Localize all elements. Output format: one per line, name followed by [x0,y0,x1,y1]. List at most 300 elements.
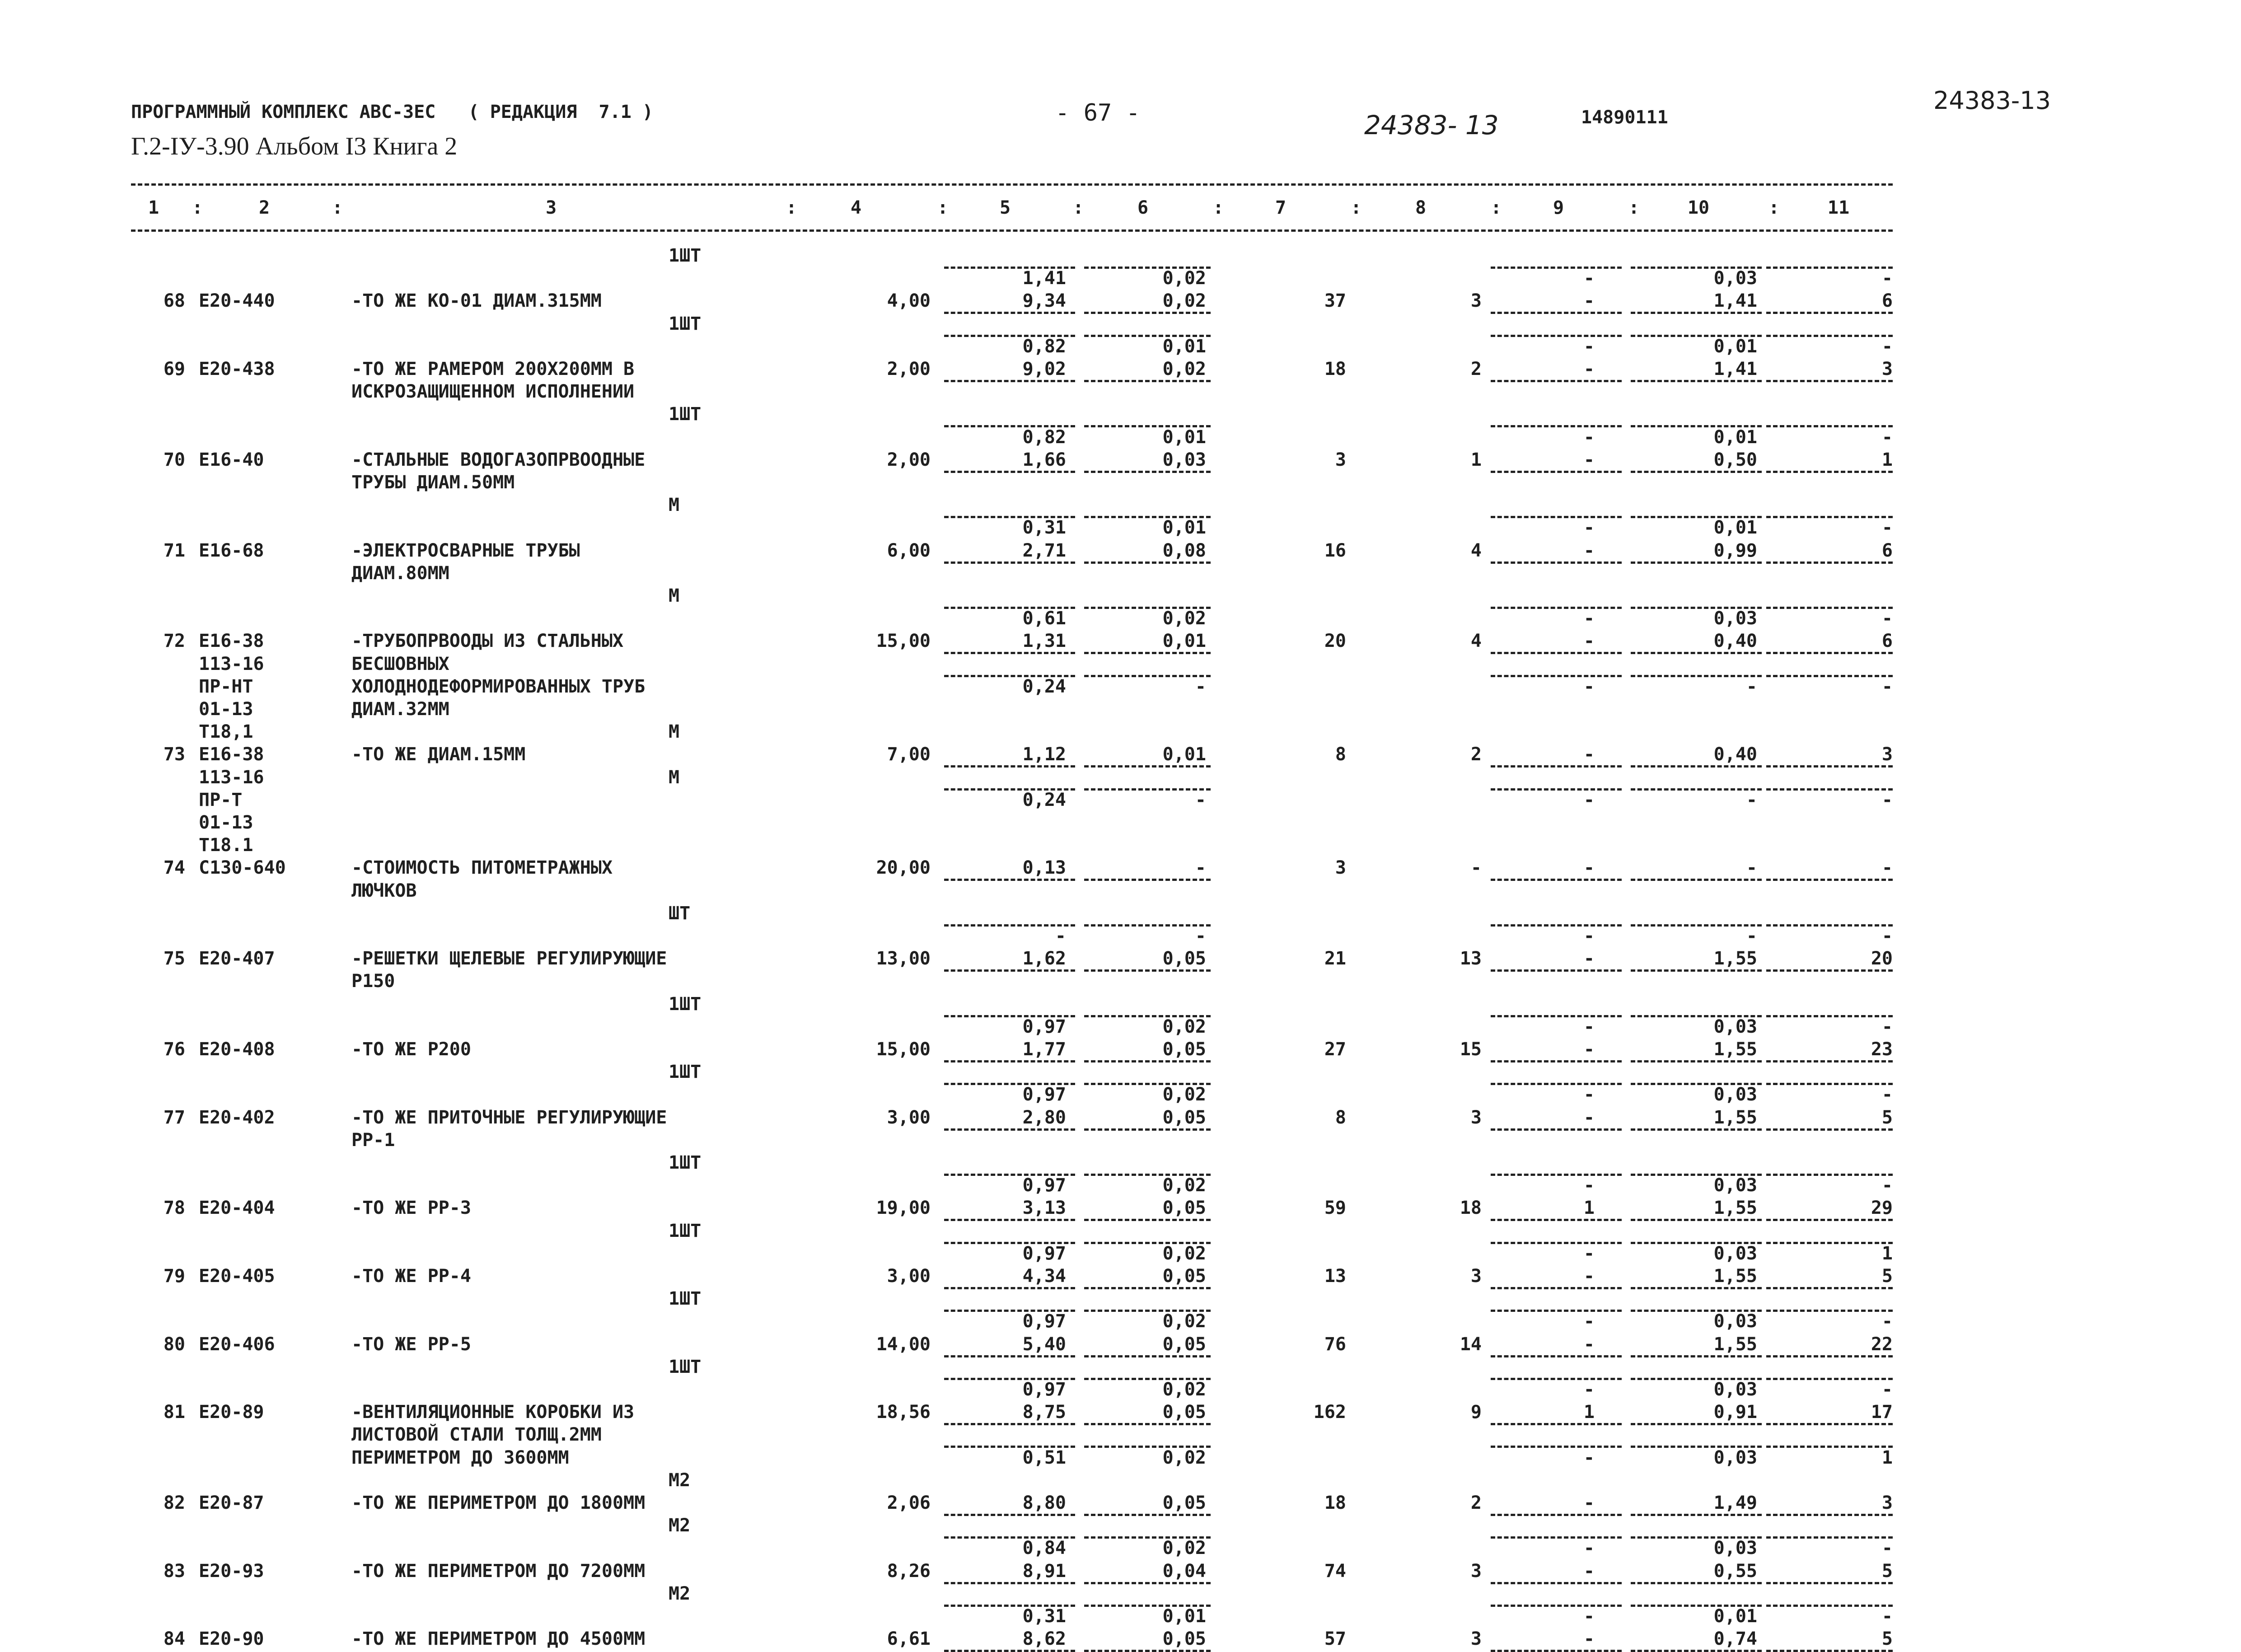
cell-col-11: - [1881,1084,1893,1105]
cell-col-9: - [1583,268,1595,289]
dashed-separator [944,1605,1075,1607]
cell-col-9: - [1583,359,1595,379]
dashed-separator [1766,1536,1893,1539]
dashed-separator [1766,879,1893,881]
cell-col-10: 1,41 [1713,290,1757,312]
cell-col-1: 68 [163,290,185,312]
cell-col-7: 8 [1335,1107,1346,1128]
cell-col-5: 0,97 [1022,1016,1066,1037]
dashed-separator [1766,380,1893,382]
cell-col-8: 3 [1470,1629,1482,1650]
cell-col-2: Т18,1 [199,721,253,743]
cell-col-11: - [1881,1538,1893,1559]
dashed-separator [1084,471,1211,473]
cell-col-5: 3,13 [1022,1198,1066,1219]
cell-col-9: - [1583,1493,1595,1513]
cell-col-3: ИСКРОЗАЩИЩЕННОМ ИСПОЛНЕНИИ [351,381,635,402]
cell-col-7: 8 [1335,744,1346,765]
dashed-separator [1766,335,1893,337]
cell-col-8: 18 [1460,1198,1482,1219]
dashed-separator [944,380,1075,382]
cell-col-8: 2 [1470,1493,1482,1513]
cell-col-6: - [1195,857,1206,879]
cell-col-5: 0,13 [1022,857,1066,879]
cell-col-8: 3 [1470,1560,1482,1582]
cell-col-11: 1 [1881,1447,1893,1468]
cell-col-1: 82 [163,1493,185,1513]
cell-col-3: -ВЕНТИЛЯЦИОННЫЕ КОРОБКИ ИЗ [351,1402,635,1423]
cell-col-6: 0,05 [1162,1107,1206,1128]
cell-col-3: 1ШТ [669,1220,702,1241]
cell-col-8: 2 [1470,359,1482,379]
dashed-separator [1084,1060,1211,1062]
dashed-separator [1491,1310,1622,1312]
cell-col-3: 1ШТ [669,993,702,1015]
cell-col-1: 78 [163,1198,185,1219]
cell-col-2: Е16-68 [199,540,264,561]
cell-col-3: М2 [669,1469,691,1491]
cell-col-9: - [1583,631,1595,652]
cell-col-2: Е16-38 [199,631,264,652]
cell-col-4: 20,00 [876,857,931,879]
cell-col-5: 0,97 [1022,1084,1066,1105]
cell-col-10: 0,03 [1713,1175,1757,1196]
cell-col-6: 0,02 [1162,1084,1206,1105]
cell-col-1: 71 [163,540,185,561]
dashed-separator [1491,1650,1622,1652]
dashed-separator [1766,969,1893,972]
column-header-10: 10 [1687,197,1710,218]
dashed-separator [1766,924,1893,927]
cell-col-6: 0,02 [1162,1175,1206,1196]
cell-col-11: - [1881,926,1893,946]
cell-col-1: 77 [163,1107,185,1128]
dashed-separator [1491,1605,1622,1607]
cell-col-9: - [1583,1606,1595,1627]
dashed-separator [1631,675,1762,677]
dashed-separator [1084,1514,1211,1516]
cell-col-3: -ТРУБОПРВООДЫ ИЗ СТАЛЬНЫХ [351,631,624,652]
cell-col-2: Е16-40 [199,449,264,470]
cell-col-3: М [669,585,680,606]
cell-col-10: 0,03 [1713,1379,1757,1400]
cell-col-11: 3 [1881,359,1893,379]
cell-col-3: 1ШТ [669,404,702,425]
cell-col-9: - [1583,926,1595,946]
dashed-separator [1766,267,1893,269]
dashed-separator [944,1355,1075,1357]
cell-col-5: 0,24 [1022,789,1066,810]
cell-col-7: 13 [1324,1266,1346,1287]
cell-col-10: 0,91 [1713,1402,1757,1423]
dashed-separator [1084,765,1211,768]
cell-col-11: 1 [1881,449,1893,470]
document-code: 14890111 [1581,107,1668,128]
cell-col-3: -ТО ЖЕ РР-5 [351,1334,471,1355]
cell-col-11: - [1881,1379,1893,1400]
cell-col-9: - [1583,336,1595,357]
cell-col-1: 69 [163,359,185,379]
dashed-separator [1631,1423,1762,1425]
cell-col-7: 20 [1324,631,1346,652]
dashed-separator [944,652,1075,654]
cell-col-10: 1,55 [1713,948,1757,969]
dashed-separator [944,1219,1075,1221]
cell-col-5: 1,66 [1022,449,1066,470]
cell-col-3: ЛЮЧКОВ [351,880,417,901]
cell-col-5: 0,97 [1022,1175,1066,1196]
dashed-separator [1766,652,1893,654]
cell-col-3: -ТО ЖЕ ПЕРИМЕТРОМ ДО 1800ММ [351,1493,646,1513]
cell-col-2: Е16-38 [199,744,264,765]
dashed-separator [1491,1355,1622,1357]
cell-col-11: - [1881,1311,1893,1332]
cell-col-3: 1ШТ [669,1062,702,1083]
cell-col-4: 3,00 [887,1107,931,1128]
dashed-separator [1084,1287,1211,1289]
dashed-separator [1766,312,1893,314]
dashed-separator [1491,1582,1622,1584]
cell-col-5: 0,61 [1022,608,1066,629]
column-separator: : [1491,197,1502,218]
column-header-8: 8 [1415,197,1427,218]
dashed-separator [1084,1355,1211,1357]
cell-col-10: 0,03 [1713,1447,1757,1468]
cell-col-11: - [1881,336,1893,357]
cell-col-6: 0,01 [1162,1606,1206,1627]
cell-col-3: -ТО ЖЕ ПЕРИМЕТРОМ ДО 4500ММ [351,1629,646,1650]
cell-col-4: 2,00 [887,359,931,379]
cell-col-2: 01-13 [199,699,253,720]
cell-col-11: - [1881,608,1893,629]
column-separator: : [192,197,203,218]
cell-col-10: 0,01 [1713,517,1757,538]
cell-col-4: 13,00 [876,948,931,969]
cell-col-10: 0,03 [1713,1538,1757,1559]
cell-col-3: ДИАМ.32ММ [351,699,449,720]
dashed-separator [1084,1605,1211,1607]
cell-col-3: -СТОИМОСТЬ ПИТОМЕТРАЖНЫХ [351,857,613,879]
cell-col-9: - [1583,1560,1595,1582]
cell-col-6: 0,02 [1162,1243,1206,1264]
cell-col-6: 0,02 [1162,1379,1206,1400]
dashed-separator [1491,788,1622,791]
cell-col-3: Р150 [351,971,395,992]
cell-col-8: 1 [1470,449,1482,470]
cell-col-6: 0,03 [1162,449,1206,470]
dashed-separator [1084,562,1211,564]
cell-col-6: - [1195,676,1206,697]
column-header-1: 1 [148,197,159,218]
document-number-handwritten: 24383- 13 [1364,110,1499,140]
corner-number-handwritten: 24383-13 [1933,86,2051,115]
cell-col-10: 0,01 [1713,336,1757,357]
cell-col-10: 0,01 [1713,1606,1757,1627]
cell-col-7: 27 [1324,1039,1346,1060]
dashed-separator [1631,562,1762,564]
dashed-separator [1631,1355,1762,1357]
cell-col-3: ДИАМ.80ММ [351,562,449,584]
cell-col-11: - [1881,676,1893,697]
cell-col-8: 9 [1470,1402,1482,1423]
cell-col-4: 2,00 [887,449,931,470]
cell-col-10: - [1746,857,1757,879]
dashed-separator [1631,1605,1762,1607]
dashed-separator [1491,879,1622,881]
dashed-separator [944,562,1075,564]
dashed-separator [1631,652,1762,654]
dashed-separator [1491,425,1622,427]
cell-col-8: 4 [1470,540,1482,561]
dashed-separator [944,765,1075,768]
program-line: ПРОГРАММНЫЙ КОМПЛЕКС АВС-ЗЕС ( РЕДАКЦИЯ 7.1 ) [131,102,653,122]
cell-col-11: 20 [1871,948,1893,969]
dashed-separator [1631,1128,1762,1131]
cell-col-2: 01-13 [199,812,253,833]
cell-col-2: Е20-90 [199,1629,264,1650]
cell-col-2: 113-16 [199,767,264,788]
dashed-separator [1491,1219,1622,1221]
cell-col-9: - [1583,676,1595,697]
cell-col-5: 1,12 [1022,744,1066,765]
cell-col-5: 1,31 [1022,631,1066,652]
cell-col-5: 0,51 [1022,1447,1066,1468]
dashed-separator [1491,765,1622,768]
cell-col-7: 162 [1313,1402,1346,1423]
column-header-9: 9 [1553,197,1564,218]
cell-col-10: - [1746,926,1757,946]
dashed-separator [944,969,1075,972]
cell-col-6: 0,01 [1162,631,1206,652]
cell-col-3: ТРУБЫ ДИАМ.50ММ [351,472,515,493]
dashed-separator [1766,1242,1893,1244]
cell-col-6: 0,05 [1162,1334,1206,1355]
cell-col-8: 3 [1470,1266,1482,1287]
dashed-separator [1084,675,1211,677]
dashed-separator [1766,1310,1893,1312]
cell-col-2: Е20-407 [199,948,275,969]
cell-col-6: 0,08 [1162,540,1206,561]
cell-col-2: Е20-406 [199,1334,275,1355]
dashed-separator [1766,607,1893,609]
cell-col-4: 15,00 [876,1039,931,1060]
cell-col-7: 18 [1324,1493,1346,1513]
dashed-separator [1491,1128,1622,1131]
cell-col-4: 14,00 [876,1334,931,1355]
dashed-separator [1631,879,1762,881]
cell-col-1: 75 [163,948,185,969]
cell-col-7: 57 [1324,1629,1346,1650]
cell-col-3: -ТО ЖЕ ДИАМ.15ММ [351,744,526,765]
cell-col-2: ПР-НТ [199,676,253,697]
cell-col-4: 4,00 [887,290,931,312]
dashed-separator [1491,380,1622,382]
cell-col-1: 79 [163,1266,185,1287]
cell-col-10: 1,55 [1713,1198,1757,1219]
cell-col-9: - [1583,1084,1595,1105]
cell-col-4: 15,00 [876,631,931,652]
cell-col-7: 76 [1324,1334,1346,1355]
cell-col-3: -ЭЛЕКТРОСВАРНЫЕ ТРУБЫ [351,540,580,561]
cell-col-5: 0,24 [1022,676,1066,697]
dashed-separator [944,1060,1075,1062]
column-header-4: 4 [850,197,862,218]
dashed-separator [1766,1378,1893,1380]
cell-col-1: 76 [163,1039,185,1060]
cell-col-3: -ТО ЖЕ КО-01 ДИАМ.315ММ [351,290,602,312]
cell-col-5: 8,80 [1022,1493,1066,1513]
cell-col-3: ХОЛОДНОДЕФОРМИРОВАННЫХ ТРУБ [351,676,646,697]
dashed-separator [1766,675,1893,677]
cell-col-1: 83 [163,1560,185,1582]
cell-col-3: М2 [669,1515,691,1536]
cell-col-5: 2,71 [1022,540,1066,561]
cell-col-3: 1ШТ [669,245,702,266]
column-header-2: 2 [258,197,270,218]
cell-col-3: -ТО ЖЕ Р200 [351,1039,471,1060]
dashed-separator [1491,1378,1622,1380]
cell-col-6: 0,01 [1162,336,1206,357]
dashed-separator [1766,1015,1893,1017]
cell-col-6: 0,02 [1162,1311,1206,1332]
cell-col-11: 3 [1881,1493,1893,1513]
dashed-separator [1084,879,1211,881]
cell-col-2: Т18.1 [199,835,253,856]
cell-col-9: - [1583,1016,1595,1037]
cell-col-11: - [1881,1016,1893,1037]
cell-col-10: 0,99 [1713,540,1757,561]
cell-col-11: 3 [1881,744,1893,765]
cell-col-11: 5 [1881,1266,1893,1287]
cell-col-5: 0,97 [1022,1311,1066,1332]
cell-col-6: 0,04 [1162,1560,1206,1582]
cell-col-10: 0,03 [1713,268,1757,289]
cell-col-3: РР-1 [351,1129,395,1151]
cell-col-8: 4 [1470,631,1482,652]
cell-col-9: - [1583,426,1595,448]
dashed-separator [1084,380,1211,382]
cell-col-7: 59 [1324,1198,1346,1219]
dashed-separator [1766,425,1893,427]
cell-col-6: 0,02 [1162,1538,1206,1559]
dashed-separator [1491,1174,1622,1176]
cell-col-10: - [1746,789,1757,810]
cell-col-5: 8,62 [1022,1629,1066,1650]
cell-col-9: - [1583,1629,1595,1650]
dashed-separator [1766,1650,1893,1652]
dashed-separator [1491,969,1622,972]
dashed-separator [1084,1219,1211,1221]
column-header-6: 6 [1137,197,1149,218]
column-header-11: 11 [1827,197,1850,218]
dashed-separator [1766,562,1893,564]
dashed-separator [1631,788,1762,791]
cell-col-2: Е20-405 [199,1266,275,1287]
cell-col-6: 0,01 [1162,517,1206,538]
column-separator: : [1628,197,1640,218]
cell-col-9: - [1583,744,1595,765]
dashed-separator [1491,1423,1622,1425]
dashed-separator [1766,1219,1893,1221]
cell-col-3: ШТ [669,903,691,924]
dashed-separator [1766,1423,1893,1425]
dashed-separator [1766,1060,1893,1062]
dashed-separator [1766,1083,1893,1085]
cell-col-1: 84 [163,1629,185,1650]
cell-col-2: Е20-89 [199,1402,264,1423]
cell-col-6: 0,05 [1162,1198,1206,1219]
column-header-3: 3 [545,197,557,218]
cell-col-5: 1,41 [1022,268,1066,289]
dashed-separator [1766,788,1893,791]
dashed-separator [1766,471,1893,473]
cell-col-3: ЛИСТОВОЙ СТАЛИ ТОЛЩ.2ММ [351,1424,602,1446]
cell-col-11: - [1881,268,1893,289]
cell-col-9: - [1583,1447,1595,1468]
cell-col-11: - [1881,1175,1893,1196]
cell-col-2: Е20-404 [199,1198,275,1219]
cell-col-1: 74 [163,857,185,879]
cell-col-6: 0,05 [1162,1629,1206,1650]
cell-col-7: 3 [1335,449,1346,470]
cell-col-11: 29 [1871,1198,1893,1219]
cell-col-3: -СТАЛЬНЫЕ ВОДОГАЗОПРВООДНЫЕ [351,449,646,470]
cell-col-4: 19,00 [876,1198,931,1219]
dashed-separator [1766,1287,1893,1289]
cell-col-6: 0,02 [1162,1016,1206,1037]
cell-col-9: - [1583,1379,1595,1400]
table-header-rule [131,229,1893,232]
dashed-separator [1084,969,1211,972]
cell-col-6: 0,01 [1162,426,1206,448]
dashed-separator [1491,1242,1622,1244]
dashed-separator [1631,1650,1762,1652]
column-separator: : [1351,197,1362,218]
cell-col-4: 7,00 [887,744,931,765]
cell-col-1: 72 [163,631,185,652]
cell-col-2: Е20-93 [199,1560,264,1582]
cell-col-9: - [1583,1538,1595,1559]
cell-col-1: 70 [163,449,185,470]
column-separator: : [937,197,949,218]
cell-col-5: 2,80 [1022,1107,1066,1128]
cell-col-5: 1,62 [1022,948,1066,969]
cell-col-10: 0,50 [1713,449,1757,470]
cell-col-2: Е20-438 [199,359,275,379]
dashed-separator [1766,1355,1893,1357]
cell-col-10: 1,41 [1713,359,1757,379]
cell-col-6: - [1195,789,1206,810]
cell-col-10: 0,40 [1713,744,1757,765]
column-separator: : [1213,197,1224,218]
dashed-separator [1631,969,1762,972]
dashed-separator [1491,1083,1622,1085]
dashed-separator [1631,1514,1762,1516]
cell-col-9: - [1583,948,1595,969]
cell-col-5: - [1055,926,1066,946]
cell-col-5: 0,82 [1022,426,1066,448]
cell-col-9: - [1583,608,1595,629]
cell-col-3: М [669,495,680,516]
cell-col-2: С130-640 [199,857,286,879]
cell-col-5: 5,40 [1022,1334,1066,1355]
cell-col-9: - [1583,517,1595,538]
dashed-separator [1491,562,1622,564]
cell-col-5: 8,91 [1022,1560,1066,1582]
dashed-separator [944,1287,1075,1289]
cell-col-11: - [1881,426,1893,448]
dashed-separator [1631,1287,1762,1289]
